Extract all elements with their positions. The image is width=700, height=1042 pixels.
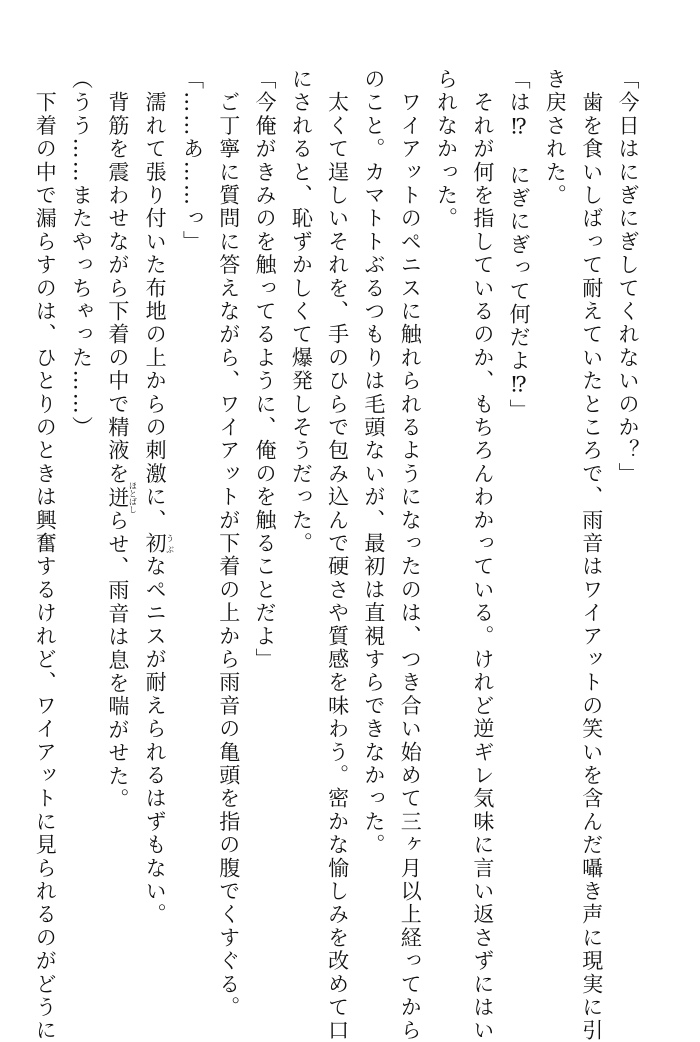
text-line-8: のこと。カマトトぶるつもりは毛頭ないが、最初は直視すらできなかった。 xyxy=(361,68,386,857)
text-line-7: ワイアットのペニスに触れられるようになったのは、つき合い始めて三ヶ月以上経ってから xyxy=(398,68,423,1042)
text-line-11: 「今俺がきみのを触ってるように、俺のを触ることだよ」 xyxy=(253,68,278,672)
text-line-14-start: 濡れて張り付いた布地の上からの刺激に、 xyxy=(143,68,168,532)
text-line-9: 太くて逞しいそれを、手のひらで包み込んで硬さや質感を味わう。密かな愉しみを改めて口 xyxy=(325,68,350,1042)
text-line-5: それが何を指しているのか、もちろんわかっている。けれど逆ギレ気味に言い返さずにはい xyxy=(470,68,495,1042)
text-line-6: られなかった。 xyxy=(434,68,459,231)
text-line-3: き戻された。 xyxy=(543,68,568,208)
text-line-14-end: なペニスが耐えられるはずもない。 xyxy=(143,555,168,927)
vertical-text-body xyxy=(33,68,646,1042)
text-line-17: 下着の中で漏らすのは、ひとりのときは興奮するけれど、ワイアットに見られるのがどうに xyxy=(33,68,58,1042)
text-line-15-end: らせ、雨音は息を喘がせた。 xyxy=(105,509,130,812)
ruby-ubu-reading: うぶ xyxy=(165,532,175,556)
text-line-4: 「は⁉ にぎにぎって何だよ⁉」 xyxy=(507,68,532,422)
text-line-15-start: 背筋を震わせながら下着の中で精液を xyxy=(105,68,130,486)
ruby-hotobashi-reading: ほとばし xyxy=(128,481,138,514)
text-line-14 xyxy=(137,68,174,948)
text-line-1: 「今日はにぎにぎしてくれないのか？」 xyxy=(616,68,640,486)
text-line-2: 歯を食いしばって耐えていたところで、雨音はワイアットの笑いを含んだ囁き声に現実に引 xyxy=(579,68,604,1042)
text-line-15 xyxy=(100,68,137,948)
ruby-hotobashi xyxy=(105,481,138,514)
text-line-12: ご丁寧に質問に答えながら、ワイアットが下着の上から雨音の亀頭を指の腹でくすぐる。 xyxy=(216,68,241,1020)
ruby-ubu xyxy=(143,532,175,556)
text-line-13: 「……あ……っ」 xyxy=(180,68,205,254)
text-line-10: にされると、恥ずかしくて爆発しそうだった。 xyxy=(289,68,314,556)
text-line-16: （うう……またやっちゃった……） xyxy=(69,68,94,440)
ruby-ubu-base: 初 xyxy=(143,532,168,556)
ruby-hotobashi-base: 迸 xyxy=(105,481,130,514)
